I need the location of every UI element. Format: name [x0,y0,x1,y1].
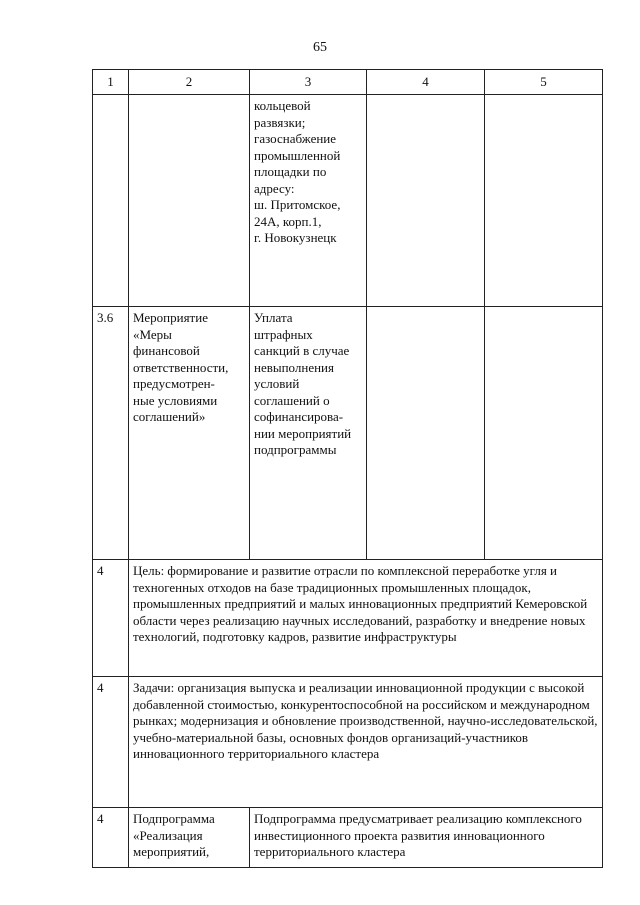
table-row-3-6 [93,307,603,560]
table-header-row [93,70,603,95]
column-5-cell [485,95,603,307]
subprogram-name-cell: Подпрограмма «Реализация мероприятий, [129,808,250,868]
header-cell-5: 5 [485,70,603,95]
column-4-cell [367,307,485,560]
row-number-cell: 3.6 [93,307,129,560]
activity-name-cell [129,95,250,307]
table-row-goal [93,560,603,677]
goal-text-cell: Цель: формирование и развитие отрасли по комплексной переработке угля и техногенных отходов на базе традиционных промышленных площадок, промышленных предприятий и малых инновационных предприятий Кемеровской области через реализацию научных исследований, разработку и внедрение новых технологий, подготовку кадров, развитие инфраструктуры [129,560,603,677]
table-row-subprogram [93,808,603,868]
header-cell-2: 2 [129,70,250,95]
activity-name-cell: Мероприятие «Меры финансовой ответственности, предусмотрен- ные условиями соглашений» [129,307,250,560]
page-number: 65 [313,40,327,55]
table-row-continuation [93,95,603,307]
header-cell-1: 1 [93,70,129,95]
row-number-cell [93,95,129,307]
column-4-cell [367,95,485,307]
header-cell-4: 4 [367,70,485,95]
row-number-cell: 4 [93,677,129,808]
row-number-cell: 4 [93,560,129,677]
header-cell-3: 3 [250,70,367,95]
column-5-cell [485,307,603,560]
program-table [92,69,603,868]
activity-description-cell: кольцевой развязки; газоснабжение промышленной площадки по адресу: ш. Притомское, 24А, корп.1, г. Новокузнецк [250,95,367,307]
tasks-text-cell: Задачи: организация выпуска и реализации инновационной продукции с высокой добавленной стоимостью, конкурентоспособной на российском и международном рынках; модернизация и обновление производственной, научно-исследовательской, учебно-материальной базы, основных фондов организаций-участников инновационного территориального кластера [129,677,603,808]
row-number-cell: 4 [93,808,129,868]
table-row-tasks [93,677,603,808]
subprogram-description-cell: Подпрограмма предусматривает реализацию комплексного инвестиционного проекта развития инновационного территориального кластера [250,808,603,868]
activity-description-cell: Уплата штрафных санкций в случае невыполнения условий соглашений о софинансирова- нии мероприятий подпрограммы [250,307,367,560]
